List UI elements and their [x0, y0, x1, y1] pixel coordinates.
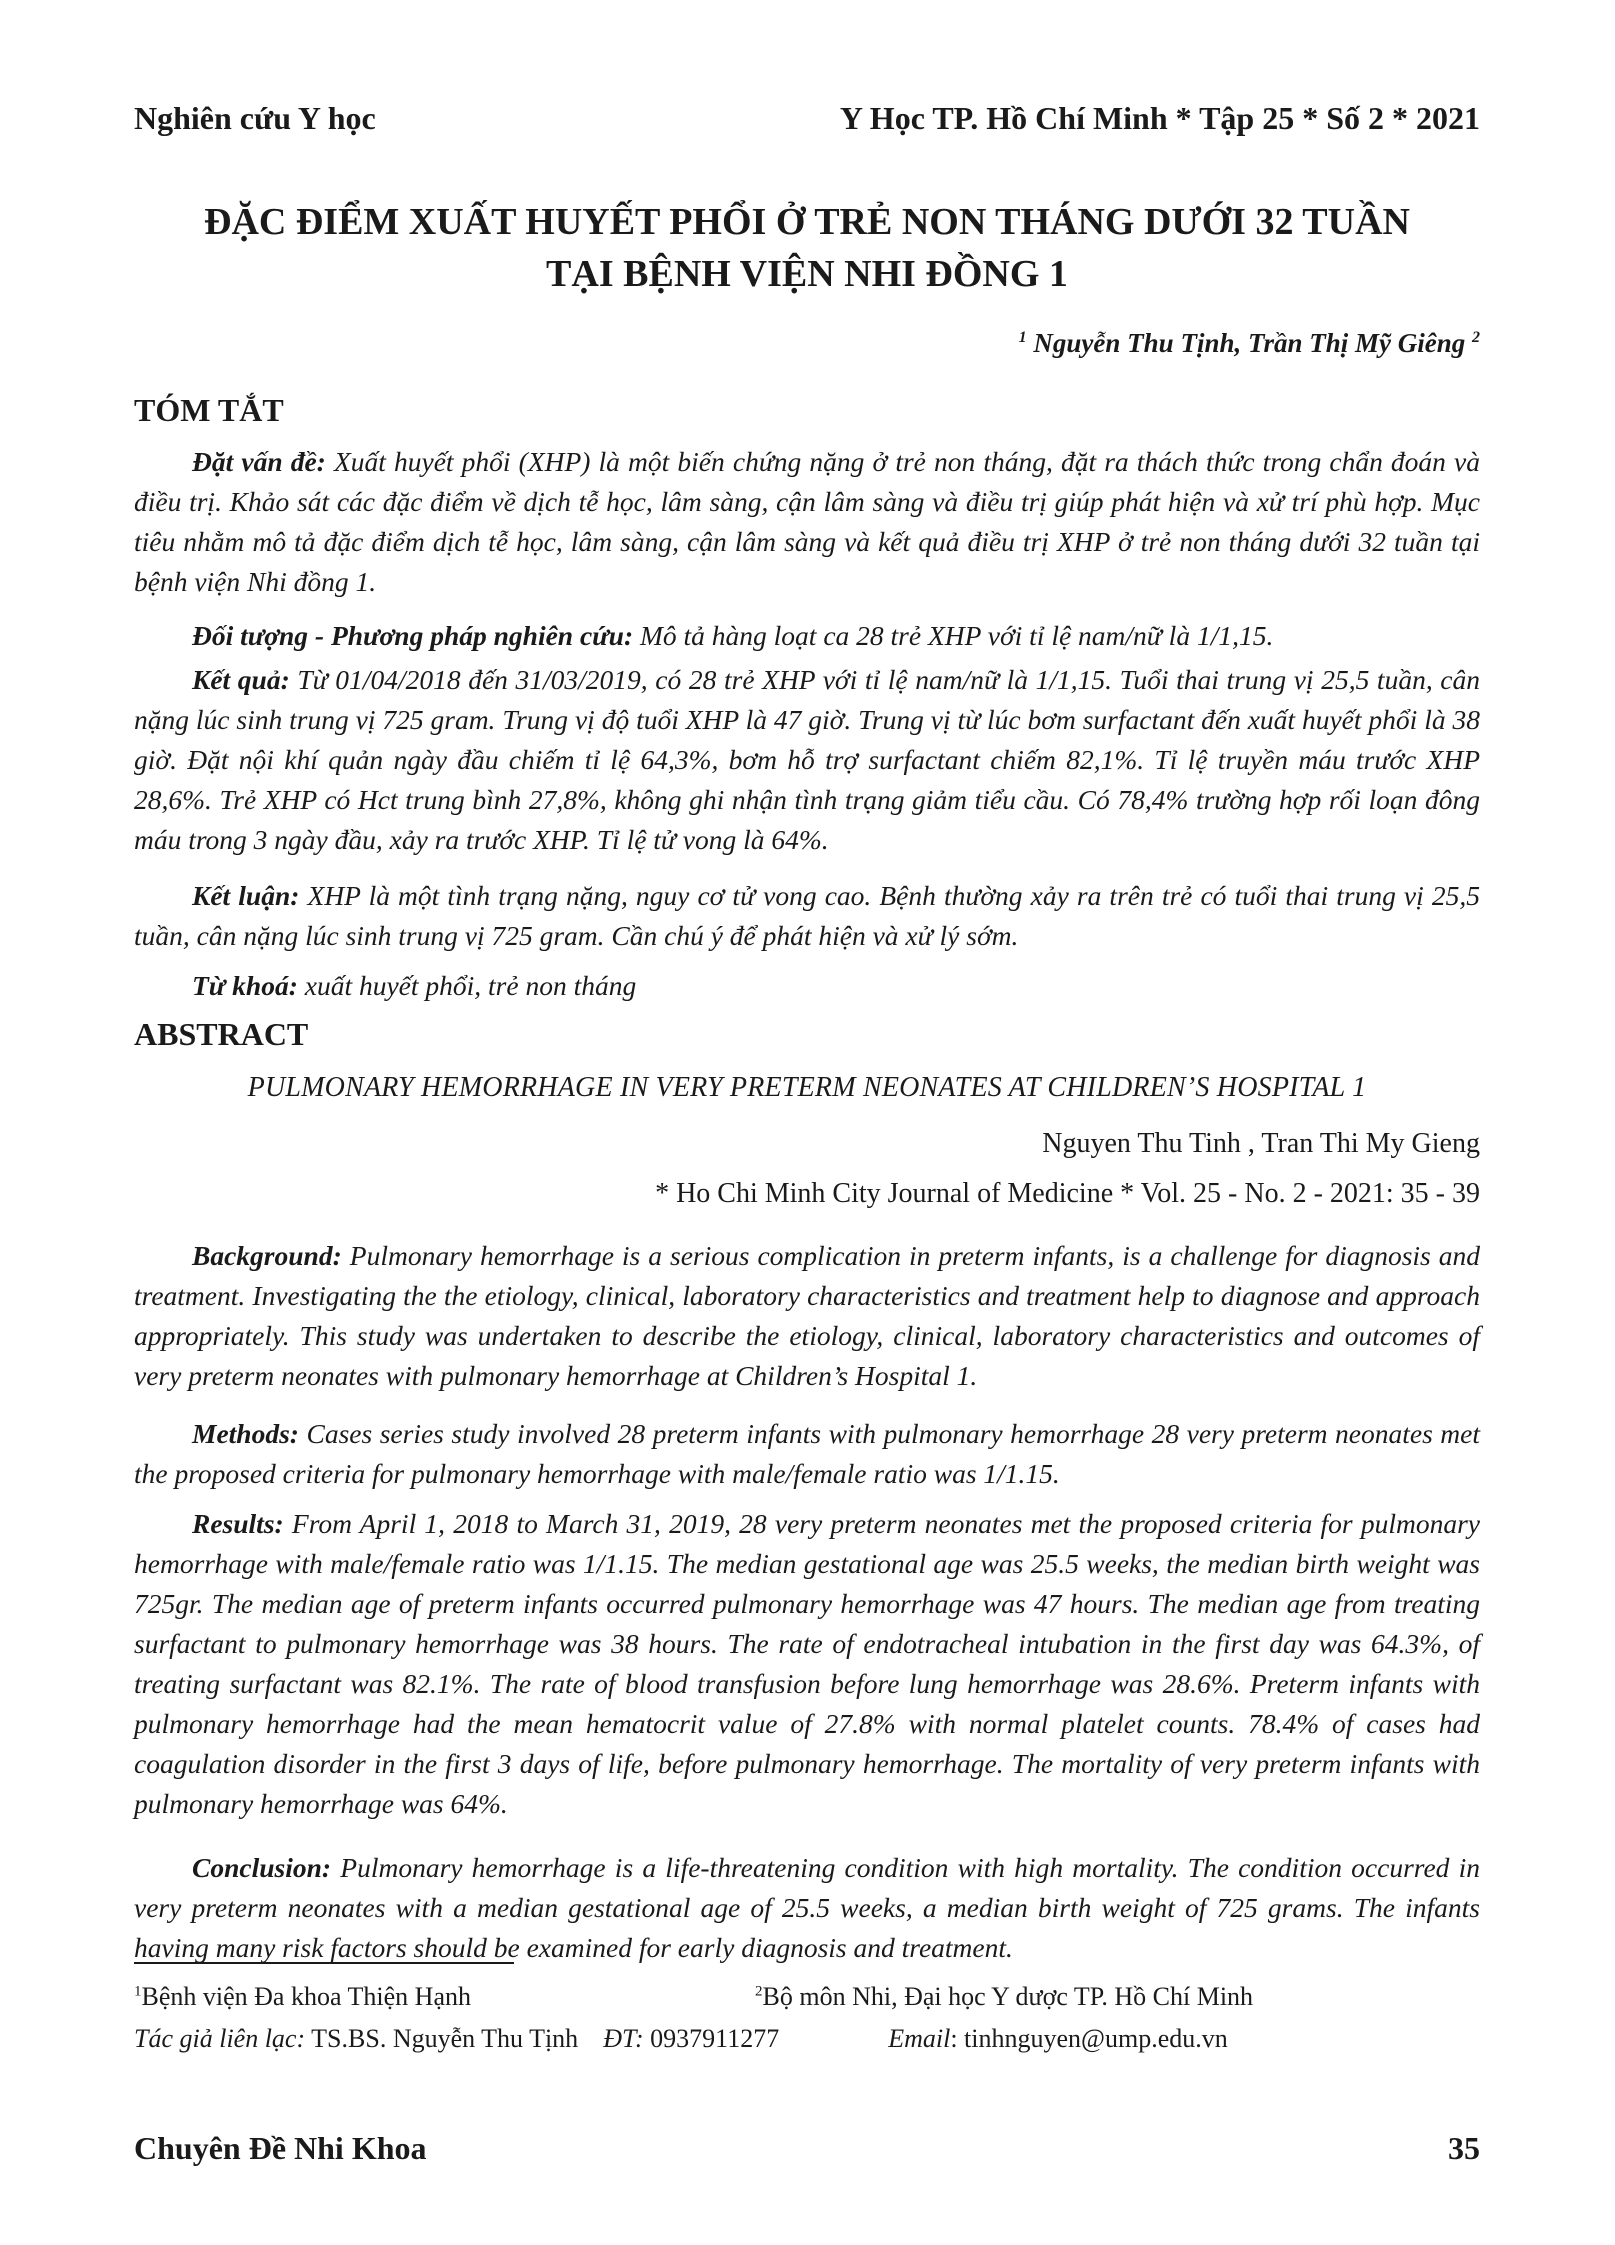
- paragraph-ket-luan: [134, 876, 1480, 956]
- phone-label: ĐT:: [603, 2024, 644, 2053]
- paragraph-label: Đối tượng - Phương pháp nghiên cứu:: [192, 620, 634, 651]
- paragraph-label: Kết luận:: [192, 880, 300, 911]
- paragraph-text: Pulmonary hemorrhage is a life-threatening condition with high mortality. The condition occurred in very preterm neonates with a median gestational age of 25.5 weeks, a median birth weight of 725 grams. The infants having many risk factors should be examined for early diagnosis and treatment.: [134, 1852, 1481, 1963]
- paragraph-label: Results:: [192, 1508, 284, 1539]
- author-list-vn: [1019, 328, 1480, 359]
- paragraph-text: xuất huyết phổi, trẻ non tháng: [304, 970, 637, 1001]
- email-address: : tinhnguyen@ump.edu.vn: [950, 2024, 1228, 2053]
- paragraph-background: [134, 1236, 1480, 1396]
- paragraph-dat-van-de: [134, 442, 1480, 602]
- paragraph-label: Methods:: [192, 1418, 299, 1449]
- paragraph-methods: [134, 1414, 1480, 1494]
- contact-label: Tác giả liên lạc:: [134, 2024, 306, 2053]
- paragraph-ket-qua: [134, 660, 1480, 860]
- paragraph-label: Từ khoá:: [192, 970, 298, 1001]
- paragraph-label: Conclusion:: [192, 1852, 332, 1883]
- paragraph-text: From April 1, 2018 to March 31, 2019, 28 very preterm neonates met the proposed criteria for pulmonary hemorrhage with male/female ratio was 1/1.15. The median gestational age was 25.5 weeks, the median birth weight was 725gr. The median age of preterm infants occurred pulmonary hemorrhage was 47 hours. The median age from treating surfactant to pulmonary hemorrhage was 38 hours. The rate of endotracheal intubation in the first day was 64.3%, of treating surfactant was 82.1%. The rate of blood transfusion before lung hemorrhage was 28.6%. Preterm infants with pulmonary hemorrhage had the mean hematocrit value of 27.8% with normal platelet counts. 78.4% of cases had coagulation disorder in the first 3 days of life, before pulmonary hemorrhage. The mortality of very preterm infants with pulmonary hemorrhage was 64%.: [134, 1508, 1480, 1819]
- running-footer-left: Chuyên Đề Nhi Khoa: [134, 2130, 427, 2166]
- article-title: [134, 196, 1480, 300]
- footnote-mark: 1: [134, 1983, 142, 2000]
- footnote-text: Bộ môn Nhi, Đại học Y dược TP. Hồ Chí Minh: [762, 1982, 1254, 2011]
- paragraph-text: Mô tả hàng loạt ca 28 trẻ XHP với tỉ lệ nam/nữ là 1/1,15.: [639, 620, 1274, 651]
- paragraph-doi-tuong: [134, 616, 1480, 656]
- abstract-authors: Nguyen Thu Tinh , Tran Thi My Gieng: [1042, 1128, 1480, 1159]
- email-label: Email: [888, 2024, 951, 2053]
- running-header-right: Y Học TP. Hồ Chí Minh * Tập 25 * Số 2 * 2021: [839, 100, 1480, 136]
- section-heading-abstract: ABSTRACT: [134, 1016, 309, 1052]
- section-heading-tom-tat: TÓM TẮT: [134, 392, 284, 428]
- phone-number: 0937911277: [650, 2024, 780, 2053]
- footnote-affiliation-2: [755, 1982, 1253, 2012]
- paragraph-text: Xuất huyết phổi (XHP) là một biến chứng nặng ở trẻ non tháng, đặt ra thách thức trong chẩn đoán và điều trị. Khảo sát các đặc điểm về dịch tễ học, lâm sàng, cận lâm sàng và điều trị giúp phát hiện và xử trí phù hợp. Mục tiêu nhằm mô tả đặc điểm dịch tễ học, lâm sàng, cận lâm sàng và kết quả điều trị XHP ở trẻ non tháng dưới 32 tuần tại bệnh viện Nhi đồng 1.: [134, 446, 1480, 597]
- paragraph-text: Từ 01/04/2018 đến 31/03/2019, có 28 trẻ XHP với tỉ lệ nam/nữ là 1/1,15. Tuổi thai trung vị 25,5 tuần, cân nặng lúc sinh trung vị 725 gram. Trung vị độ tuổi XHP là 47 giờ. Trung vị từ lúc bơm surfactant đến xuất huyết phổi là 38 giờ. Đặt nội khí quản ngày đầu chiếm tỉ lệ 64,3%, bơm hỗ trợ surfactant chiếm 82,1%. Tỉ lệ truyền máu trước XHP 28,6%. Trẻ XHP có Hct trung bình 27,8%, không ghi nhận tình trạng giảm tiểu cầu. Có 78,4% trường hợp rối loạn đông máu trong 3 ngày đầu, xảy ra trước XHP. Tỉ lệ tử vong là 64%.: [134, 664, 1481, 855]
- author-names-vn: Nguyễn Thu Tịnh, Trần Thị Mỹ Giêng: [1033, 328, 1466, 358]
- article-title-line-2: TẠI BỆNH VIỆN NHI ĐỒNG 1: [546, 253, 1068, 295]
- paragraph-tu-khoa: [134, 966, 1480, 1006]
- contact-name: TS.BS. Nguyễn Thu Tịnh: [311, 2024, 579, 2053]
- paragraph-text: Cases series study involved 28 preterm infants with pulmonary hemorrhage 28 very preterm neonates met the proposed criteria for pulmonary hemorrhage with male/female ratio was 1/1.15.: [134, 1418, 1481, 1489]
- author-affiliation-mark-1: 1: [1018, 329, 1027, 346]
- page-number: 35: [1448, 2130, 1480, 2166]
- footnote-mark: 2: [755, 1983, 763, 2000]
- abstract-title: PULMONARY HEMORRHAGE IN VERY PRETERM NEONATES AT CHILDREN’S HOSPITAL 1: [247, 1072, 1367, 1103]
- article-title-line-1: ĐẶC ĐIỂM XUẤT HUYẾT PHỔI Ở TRẺ NON THÁNG DƯỚI 32 TUẦN: [204, 201, 1410, 243]
- paragraph-conclusion: [134, 1848, 1480, 1968]
- paragraph-text: XHP là một tình trạng nặng, nguy cơ tử vong cao. Bệnh thường xảy ra trên trẻ có tuổi thai trung vị 25,5 tuần, cân nặng lúc sinh trung vị 725 gram. Cần chú ý để phát hiện và xử lý sớm.: [134, 880, 1480, 951]
- footnote-text: Bệnh viện Đa khoa Thiện Hạnh: [141, 1982, 471, 2011]
- paragraph-label: Đặt vấn đề:: [192, 446, 326, 477]
- paragraph-text: Pulmonary hemorrhage is a serious complication in preterm infants, is a challenge for diagnosis and treatment. Investigating the the etiology, clinical, laboratory characteristics and treatment help to diagnose and approach appropriately. This study was undertaken to describe the etiology, clinical, laboratory characteristics and outcomes of very preterm neonates with pulmonary hemorrhage at Children’s Hospital 1.: [134, 1240, 1481, 1391]
- author-affiliation-mark-2: 2: [1472, 329, 1480, 346]
- footnote-affiliation-1: [134, 1982, 471, 2012]
- paragraph-label: Kết quả:: [192, 664, 290, 695]
- footnote-divider: [134, 1962, 514, 1964]
- running-header-left: Nghiên cứu Y học: [134, 100, 376, 136]
- abstract-journal-citation: * Ho Chi Minh City Journal of Medicine * Vol. 25 - No. 2 - 2021: 35 - 39: [655, 1178, 1480, 1209]
- paragraph-results: [134, 1504, 1480, 1824]
- corresponding-author: [134, 2024, 1334, 2054]
- paragraph-label: Background:: [192, 1240, 342, 1271]
